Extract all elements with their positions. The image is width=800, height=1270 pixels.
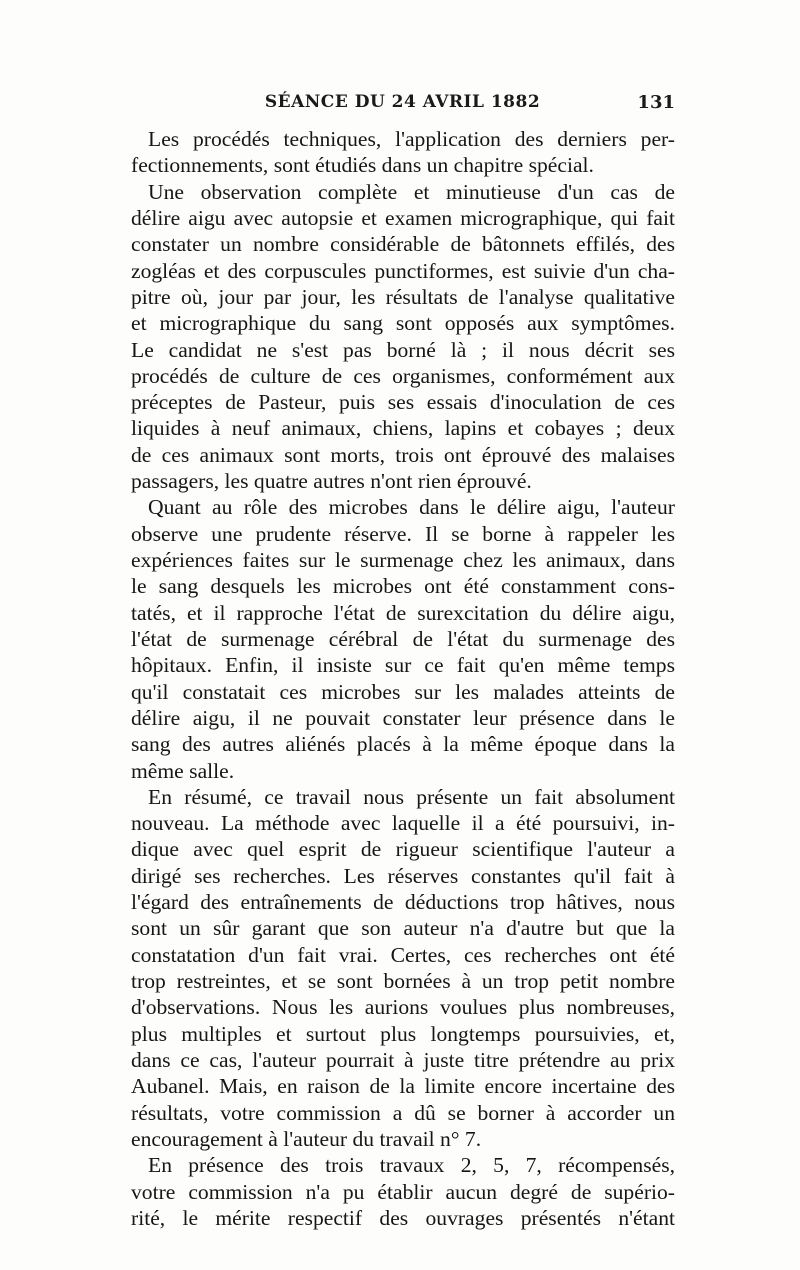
text-line: rité, le mérite respectif des ouvrages présentés n'étant <box>131 1205 675 1230</box>
text-line: l'égard des entraînements de déductions trop hâtives, nous <box>131 890 675 915</box>
text-line: d'observations. Nous les aurions voulues plus nombreuses, <box>131 995 675 1020</box>
text-line: nouveau. La méthode avec laquelle il a été poursuivi, in- <box>131 811 675 836</box>
text-line: qu'il constatait ces microbes sur les malades atteints de <box>131 679 675 704</box>
text-line: préceptes de Pasteur, puis ses essais d'inoculation de ces <box>131 390 675 415</box>
text-line: et micrographique du sang sont opposés aux symptômes. <box>131 311 675 336</box>
text-line: Aubanel. Mais, en raison de la limite encore incertaine des <box>131 1074 675 1099</box>
text-line: procédés de culture de ces organismes, conformément aux <box>131 363 675 388</box>
text-line: votre commission n'a pu établir aucun degré de supério- <box>131 1179 675 1204</box>
text-line: le sang desquels les microbes ont été constamment cons- <box>131 574 675 599</box>
text-line: trop restreintes, et se sont bornées à un trop petit nombre <box>131 969 675 993</box>
page-header <box>130 92 675 122</box>
text-line: dique avec quel esprit de rigueur scientifique l'auteur a <box>131 837 675 862</box>
text-line: Quant au rôle des microbes dans le délire aigu, l'auteur <box>148 495 675 520</box>
text-line: délire aigu, il ne pouvait constater leur présence dans le <box>131 705 675 730</box>
text-line: plus multiples et surtout plus longtemps poursuivies, et, <box>131 1021 675 1046</box>
text-line: délire aigu avec autopsie et examen micrographique, qui fait <box>131 205 675 230</box>
text-line: sang des autres aliénés placés à la même époque dans la <box>131 732 675 757</box>
text-line: Le candidat ne s'est pas borné là ; il nous décrit ses <box>131 337 675 362</box>
text-line: résultats, votre commission a dû se borner à accorder un <box>131 1100 675 1125</box>
text-line: sont un sûr garant que son auteur n'a d'autre but que la <box>131 916 675 941</box>
text-line: encouragement à l'auteur du travail n° 7. <box>131 1126 482 1151</box>
text-line: hôpitaux. Enfin, il insiste sur ce fait qu'en même temps <box>131 653 675 678</box>
text-line: zogléas et des corpuscules punctiformes, est suivie d'un cha- <box>131 258 675 283</box>
running-head: SÉANCE DU 24 AVRIL 1882 <box>264 92 541 112</box>
text-line: même salle. <box>131 758 235 783</box>
text-line: observe une prudente réserve. Il se borne à rappeler les <box>131 521 675 546</box>
text-line: liquides à neuf animaux, chiens, lapins et cobayes ; deux <box>131 416 675 441</box>
text-line: Les procédés techniques, l'application des derniers per- <box>148 127 675 151</box>
text-line: En résumé, ce travail nous présente un fait absolument <box>148 784 675 809</box>
text-line: constatation d'un fait vrai. Certes, ces recherches ont été <box>131 942 675 967</box>
text-line: dans ce cas, l'auteur pourrait à juste titre prétendre au prix <box>131 1047 675 1072</box>
text-line: pitre où, jour par jour, les résultats de l'analyse qualitative <box>131 284 675 309</box>
body-text <box>131 126 675 1231</box>
text-line: passagers, les quatre autres n'ont rien éprouvé. <box>131 469 532 494</box>
text-line: Une observation complète et minutieuse d'un cas de <box>148 179 675 204</box>
text-line: l'état de surmenage cérébral de l'état du surmenage des <box>131 626 675 651</box>
text-line: En présence des trois travaux 2, 5, 7, récompensés, <box>148 1153 675 1178</box>
text-line: constater un nombre considérable de bâtonnets effilés, des <box>131 232 675 257</box>
text-line: tatés, et il rapproche l'état de surexcitation du délire aigu, <box>131 600 675 625</box>
text-line: expériences faites sur le surmenage chez les animaux, dans <box>131 548 675 572</box>
text-line: de ces animaux sont morts, trois ont éprouvé des malaises <box>131 442 675 467</box>
text-line: fectionnements, sont étudiés dans un chapitre spécial. <box>131 153 594 178</box>
page-number: 131 <box>637 92 675 113</box>
text-line: dirigé ses recherches. Les réserves constantes qu'il fait à <box>131 863 675 888</box>
